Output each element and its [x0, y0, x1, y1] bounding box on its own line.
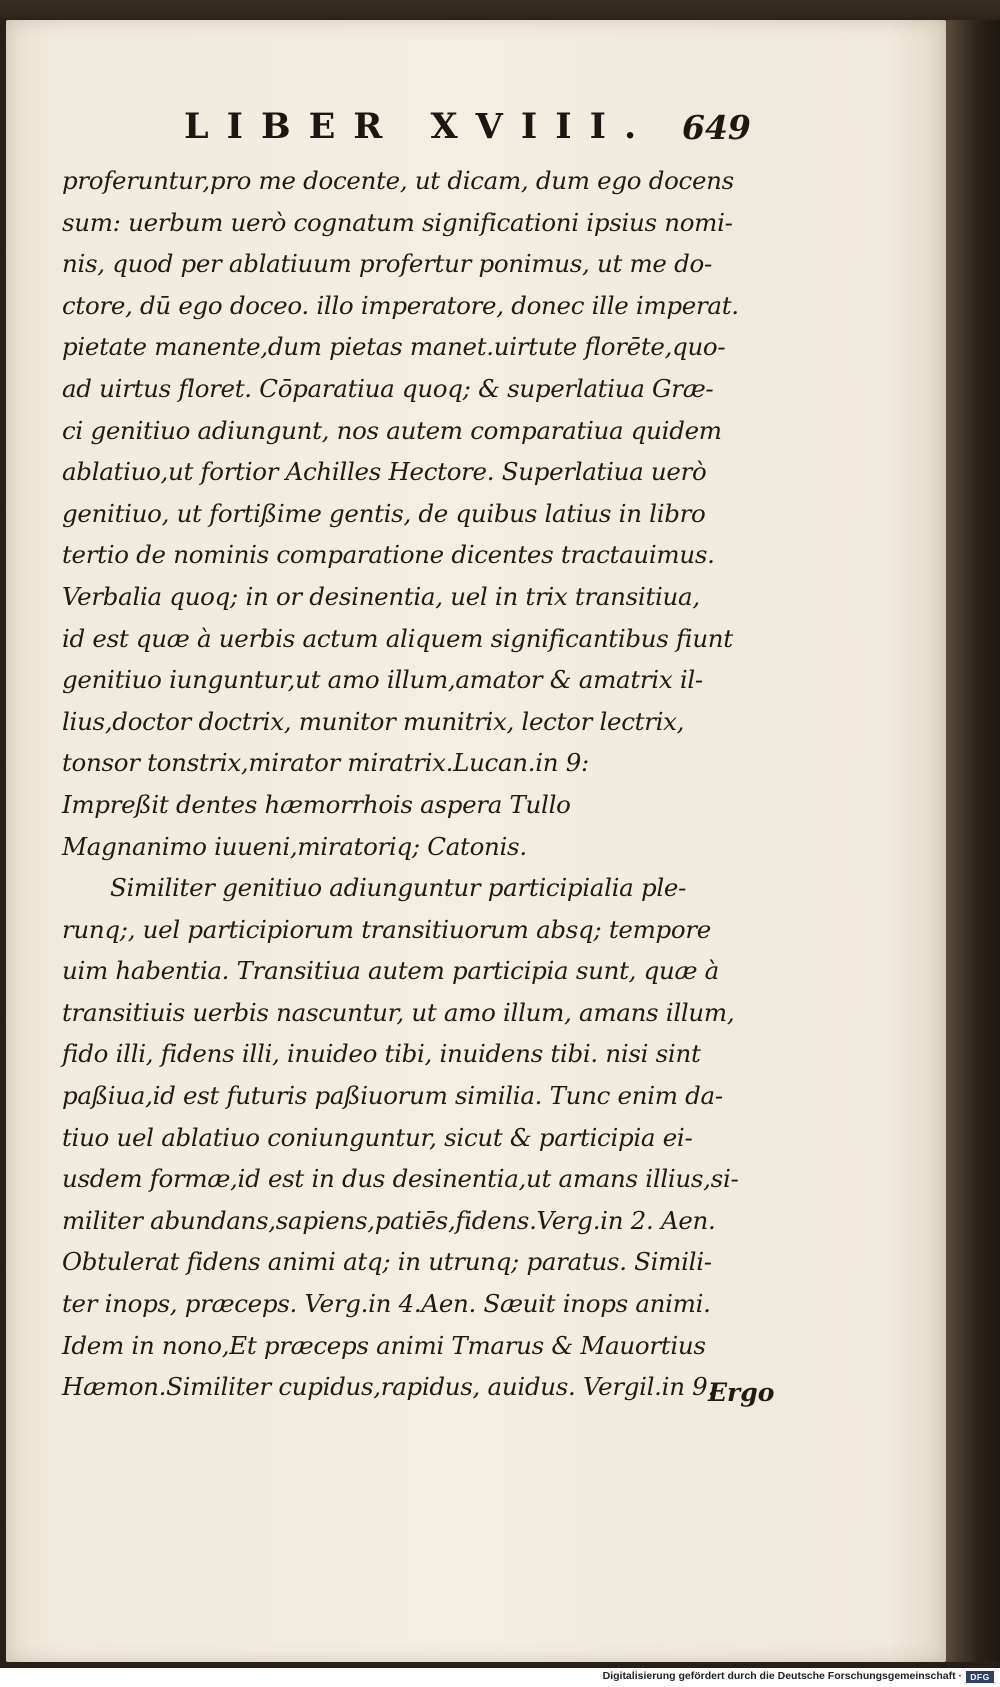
book-edge: [946, 20, 1000, 1662]
text-block: [62, 160, 782, 1408]
text-line: id est quæ à uerbis actum aliquem significantibus fiunt: [62, 623, 733, 653]
digitization-footer: [0, 1668, 1000, 1687]
text-line: transitiuis uerbis nascuntur, ut amo illum, amans illum,: [62, 997, 735, 1027]
text-line: ablatiuo,ut fortior Achilles Hectore. Superlatiua uerò: [62, 457, 707, 487]
catchword: Ergo: [708, 1378, 775, 1407]
verse-line: Magnanimo iuueni,miratoriq; Catonis.: [62, 831, 527, 861]
text-line: Hæmon.Similiter cupidus,rapidus, auidus. Vergil.in 9.: [62, 1372, 715, 1402]
text-line: nis, quod per ablatiuum profertur ponimus, ut me do-: [62, 249, 712, 279]
text-line: Verbalia quoq; in or desinentia, uel in trix transitiua,: [62, 581, 700, 611]
text-line: Obtulerat fidens animi atq; in utrunq; paratus. Simili-: [62, 1247, 712, 1277]
text-line: usdem formæ,id est in dus desinentia,ut amans illius,si-: [62, 1164, 739, 1194]
text-line: ad uirtus floret. Cōparatiua quoq; & superlatiua Græ-: [62, 373, 714, 403]
text-line: paßiua,id est futuris paßiuorum similia. Tunc enim da-: [62, 1081, 723, 1111]
text-line: lius,doctor doctrix, munitor munitrix, lector lectrix,: [62, 706, 685, 736]
text-line: genitiuo iunguntur,ut amo illum,amator & amatrix il-: [62, 665, 703, 695]
funding-credit: Digitalisierung gefördert durch die Deutsche Forschungsgemeinschaft ·: [602, 1670, 962, 1682]
text-line: genitiuo, ut fortißime gentis, de quibus latius in libro: [62, 498, 706, 528]
paragraph-start-line: Similiter genitiuo adiunguntur participialia ple-: [110, 873, 687, 903]
text-line: ter inops, præceps. Verg.in 4.Aen. Sæuit inops animi.: [62, 1289, 711, 1319]
text-line: Idem in nono,Et præceps animi Tmarus & Mauortius: [62, 1330, 706, 1360]
text-line: pietate manente,dum pietas manet.uirtute florēte,quo-: [62, 332, 726, 362]
book-page: [6, 20, 946, 1662]
text-line: tertio de nominis comparatione dicentes tractauimus.: [62, 540, 715, 570]
text-line: ci genitiuo adiungunt, nos autem comparatiua quidem: [62, 415, 722, 445]
text-line: proferuntur,pro me docente, ut dicam, dum ego docens: [62, 166, 734, 195]
text-line: militer abundans,sapiens,patiēs,fidens.Verg.in 2. Aen.: [62, 1205, 716, 1235]
text-line: uim habentia. Transitiua autem participia sunt, quæ à: [62, 956, 719, 986]
text-line: tiuo uel ablatiuo coniunguntur, sicut & participia ei-: [62, 1122, 693, 1152]
text-line: tonsor tonstrix,mirator miratrix.Lucan.in 9:: [62, 748, 589, 778]
verse-line: Impreßit dentes hæmorrhois aspera Tullo: [62, 789, 571, 819]
running-title: LIBER XVIII.: [184, 106, 655, 147]
running-head: [6, 106, 946, 146]
text-line: sum: uerbum uerò cognatum significationi ipsius nomi-: [62, 207, 733, 237]
page-number: 649: [682, 108, 751, 147]
text-line: ctore, dū ego doceo. illo imperatore, donec ille imperat.: [62, 290, 739, 320]
dfg-logo-icon: DFG: [966, 1671, 994, 1683]
text-line: fido illi, fidens illi, inuideo tibi, inuidens tibi. nisi sint: [62, 1039, 701, 1069]
text-line: runq;, uel participiorum transitiuorum absq; tempore: [62, 914, 711, 944]
